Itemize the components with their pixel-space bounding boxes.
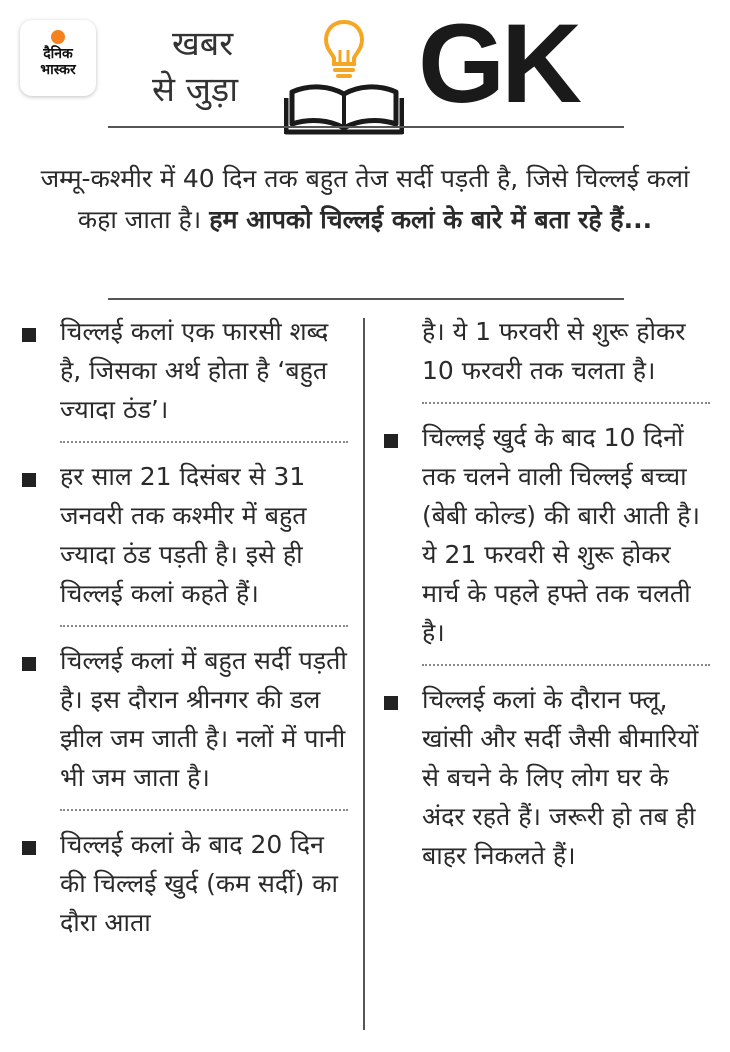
header-divider (108, 126, 624, 128)
square-bullet-icon (22, 841, 36, 855)
list-item (18, 312, 348, 429)
list-item-text: चिल्लई खुर्द के बाद 10 दिनों तक चलने वाली चिल्लई बच्चा (बेबी कोल्ड) की बारी आती है। ये 21 फरवरी से शुरू होकर मार्च के पहले हफ्ते तक चलती है। (422, 423, 700, 647)
list-item (18, 825, 348, 942)
dotted-separator (60, 809, 348, 811)
continued-text: है। ये 1 फरवरी से शुरू होकर 10 फरवरी तक चलता है। (422, 317, 686, 385)
square-bullet-icon (384, 434, 398, 448)
right-column (380, 312, 710, 875)
list-item (380, 680, 710, 875)
square-bullet-icon (22, 328, 36, 342)
list-item (18, 641, 348, 797)
kicker-line-2: से जुड़ा (152, 70, 239, 110)
column-divider (363, 318, 365, 1030)
left-column (18, 312, 348, 942)
dotted-separator (422, 402, 710, 404)
list-item-text: चिल्लई कलां के बाद 20 दिन की चिल्लई खुर्द (कम सर्दी) का दौरा आता (60, 830, 338, 937)
intro-divider (108, 298, 624, 300)
list-item-text: हर साल 21 दिसंबर से 31 जनवरी तक कश्मीर में बहुत ज्यादा ठंड पड़ती है। इसे ही चिल्लई कलां कहते हैं। (60, 462, 307, 608)
dainik-bhaskar-logo[interactable] (20, 20, 96, 96)
list-item-text: चिल्लई कलां एक फारसी शब्द है, जिसका अर्थ होता है ‘बहुत ज्यादा ठंड’। (60, 317, 329, 424)
list-item (18, 457, 348, 613)
dotted-separator (422, 664, 710, 666)
kicker-line-1: खबर (172, 24, 234, 64)
list-item-text: चिल्लई कलां में बहुत सर्दी पड़ती है। इस दौरान श्रीनगर की डल झील जम जाती है। नलों में पानी भी जम जाता है। (60, 646, 347, 792)
intro-text: जम्मू-कश्मीर में 40 दिन तक बहुत तेज सर्दी पड़ती है, जिसे चिल्लई कलां कहा जाता है। (40, 164, 690, 234)
gk-heading: GK (418, 1, 578, 126)
list-item (380, 418, 710, 652)
square-bullet-icon (22, 657, 36, 671)
intro-paragraph (20, 158, 710, 240)
logo-sun-icon (51, 30, 65, 44)
list-item-text: चिल्लई कलां के दौरान फ्लू, खांसी और सर्दी जैसी बीमारियों से बचने के लिए लोग घर के अंदर रहते हैं। जरूरी हो तब ही बाहर निकलते हैं। (422, 685, 699, 870)
dotted-separator (60, 441, 348, 443)
square-bullet-icon (384, 696, 398, 710)
logo-line-1: दैनिक (43, 46, 73, 62)
lightbulb-icon (318, 18, 370, 80)
square-bullet-icon (22, 473, 36, 487)
intro-bold-text: हम आपको चिल्लई कलां के बारे में बता रहे हैं... (209, 205, 653, 234)
dotted-separator (60, 625, 348, 627)
logo-line-2: भास्कर (40, 62, 76, 78)
